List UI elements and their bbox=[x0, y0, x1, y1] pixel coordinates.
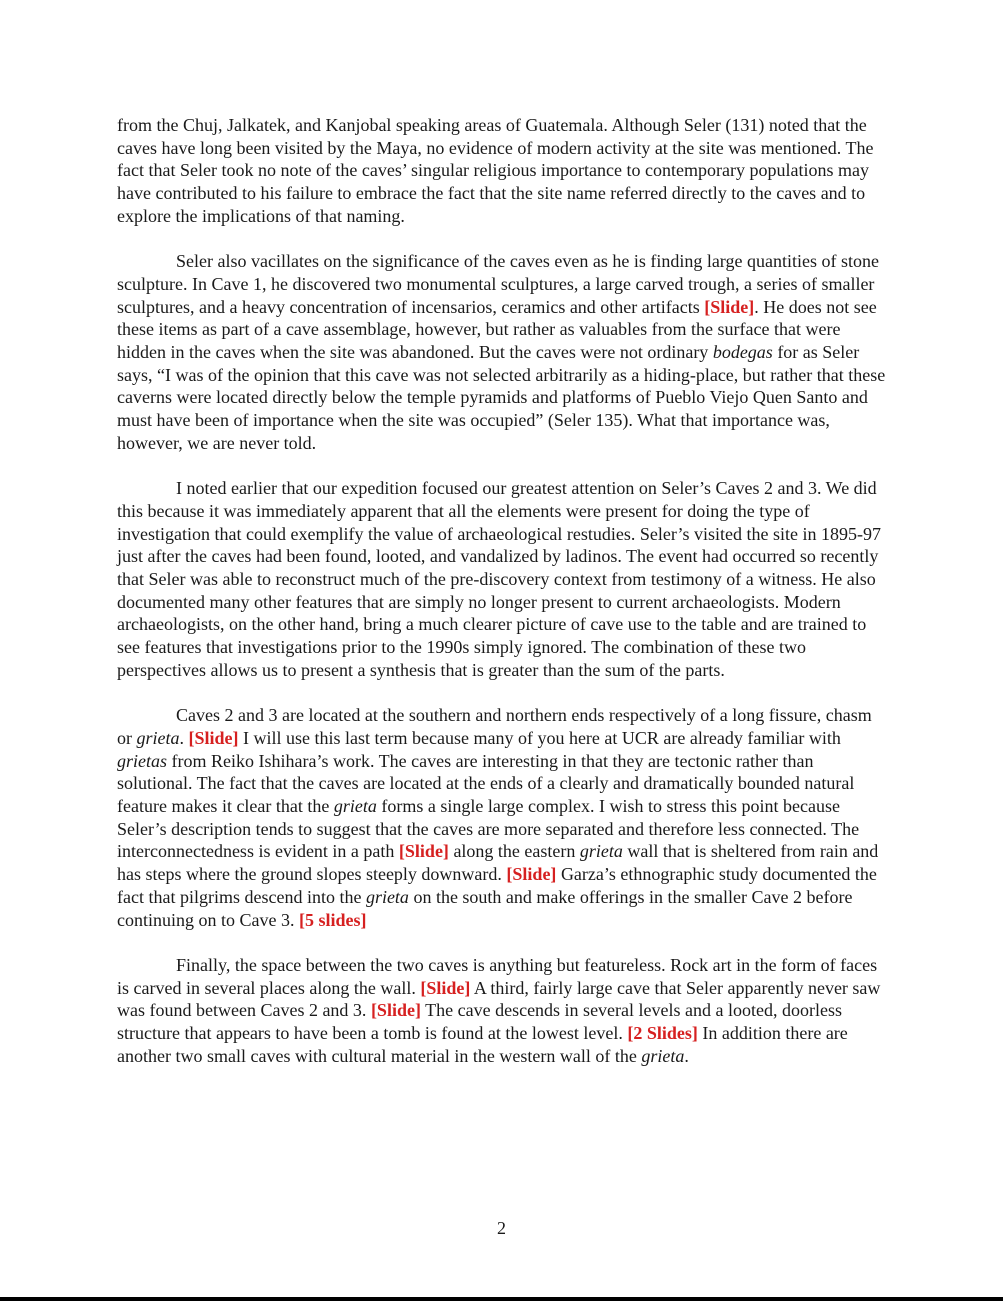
paragraph bbox=[117, 477, 889, 681]
paragraph-text: Seler also vacillates on the significance of the caves even as he is finding large quantities of stone sculpture. In Cave 1, he discovered two monumental sculptures, a large carved trough, a series of smaller sculptures, and a heavy concentration of incensarios, ceramics and other artifacts bbox=[117, 251, 879, 317]
paragraph-text: . bbox=[179, 727, 189, 748]
paragraph-text: along the eastern bbox=[448, 841, 580, 862]
paragraph-text: . He does not see these items as part of a cave assemblage, however, but rather as valuables from the surface that were hidden in the caves when the site was abandoned. But the caves were not ordinary bbox=[117, 296, 877, 363]
paragraph-text: The cave descends in several levels and a looted, doorless structure that appears to have been a tomb is found at the lowest level. bbox=[117, 1000, 842, 1044]
italic-term: grieta bbox=[333, 796, 377, 817]
paragraph bbox=[117, 114, 889, 228]
paragraph-text: wall that is sheltered from rain and has steps where the ground slopes steeply downward. bbox=[117, 841, 879, 885]
paragraph bbox=[117, 954, 889, 1068]
paragraph-text: from the Chuj, Jalkatek, and Kanjobal speaking areas of Guatemala. Although Seler (131) noted that the caves have long been visited by the Maya, no evidence of modern activity at the site was mentioned. The fact that Seler took no note of the caves’ singular religious importance to contemporary populations may have contributed to his failure to embrace the fact that the site name referred directly to the caves and to explore the implications of that naming. bbox=[117, 115, 874, 226]
document-body bbox=[117, 114, 889, 1090]
slide-marker: [2 Slides] bbox=[627, 1023, 698, 1044]
page-number: 2 bbox=[497, 1218, 506, 1238]
italic-term: bodegas bbox=[712, 342, 773, 363]
paragraph-text: on the south and make offerings in the smaller Cave 2 before continuing on to Cave 3. bbox=[117, 886, 853, 930]
slide-marker: [Slide] bbox=[188, 727, 239, 748]
paragraph bbox=[117, 250, 889, 454]
slide-marker: [5 slides] bbox=[298, 909, 367, 930]
paragraph-text: I noted earlier that our expedition focused our greatest attention on Seler’s Caves 2 and 3. We did this because it was immediately apparent that all the elements were present for doing the type of investigation that could exemplify the value of archaeological restudies. Seler’s visited the site in 1895-97 just after the caves had been found, looted, and vandalized by ladinos. The event had occurred so recently that Seler was able to reconstruct much of the pre-discovery context from testimony of a witness. He also documented many other features that are simply no longer present to current archaeologists. Modern archaeologists, on the other hand, bring a much clearer picture of cave use to the table and are trained to see features that investigations prior to the 1990s simply ignored. The combination of these two perspectives allows us to present a synthesis that is greater than the sum of the parts. bbox=[117, 478, 881, 680]
italic-term: grieta bbox=[579, 841, 623, 862]
slide-marker: [Slide] bbox=[370, 1000, 421, 1021]
paragraph-text: A third, fairly large cave that Seler apparently never saw was found between Caves 2 and 3. bbox=[117, 977, 881, 1021]
page-bottom-edge bbox=[0, 1297, 1003, 1301]
paragraph-text: In addition there are another two small caves with cultural material in the western wall of the bbox=[117, 1023, 848, 1066]
paragraph-text: Garza’s ethnographic study documented the fact that pilgrims descend into the bbox=[117, 864, 877, 907]
paragraph-text: for as Seler says, “I was of the opinion that this cave was not selected arbitrarily as a hiding-place, but rather that these caverns were located directly below the temple pyramids and platforms of Pueblo Viejo Quen Santo and must have been of importance when the site was occupied” (Seler 135). What that importance was, however, we are never told. bbox=[117, 342, 886, 453]
italic-term: grieta bbox=[365, 886, 409, 907]
paragraph-text: from Reiko Ishihara’s work. The caves are interesting in that they are tectonic rather than solutional. The fact that the caves are located at the ends of a clearly and dramatically bounded natural feature makes it clear that the bbox=[117, 750, 855, 817]
slide-marker: [Slide] bbox=[704, 296, 755, 317]
paragraph-text: I will use this last term because many of you here at UCR are already familiar with bbox=[238, 727, 841, 748]
slide-marker: [Slide] bbox=[398, 841, 449, 862]
italic-term: grieta bbox=[136, 727, 180, 748]
slide-marker: [Slide] bbox=[506, 864, 557, 885]
paragraph-text: Caves 2 and 3 are located at the southern and northern ends respectively of a long fissure, chasm or bbox=[117, 705, 872, 748]
slide-marker: [Slide] bbox=[420, 977, 471, 998]
italic-term: grietas bbox=[117, 750, 168, 771]
italic-term: grieta bbox=[641, 1045, 685, 1066]
paragraph bbox=[117, 704, 889, 931]
paragraph-text: Finally, the space between the two caves is anything but featureless. Rock art in the form of faces is carved in several places along the wall. bbox=[117, 954, 878, 998]
paragraph-text: . bbox=[684, 1045, 689, 1066]
paragraph-text: forms a single large complex. I wish to stress this point because Seler’s description tends to suggest that the caves are more separated and therefore less connected. The interconnectedness is evident in a path bbox=[117, 796, 860, 862]
